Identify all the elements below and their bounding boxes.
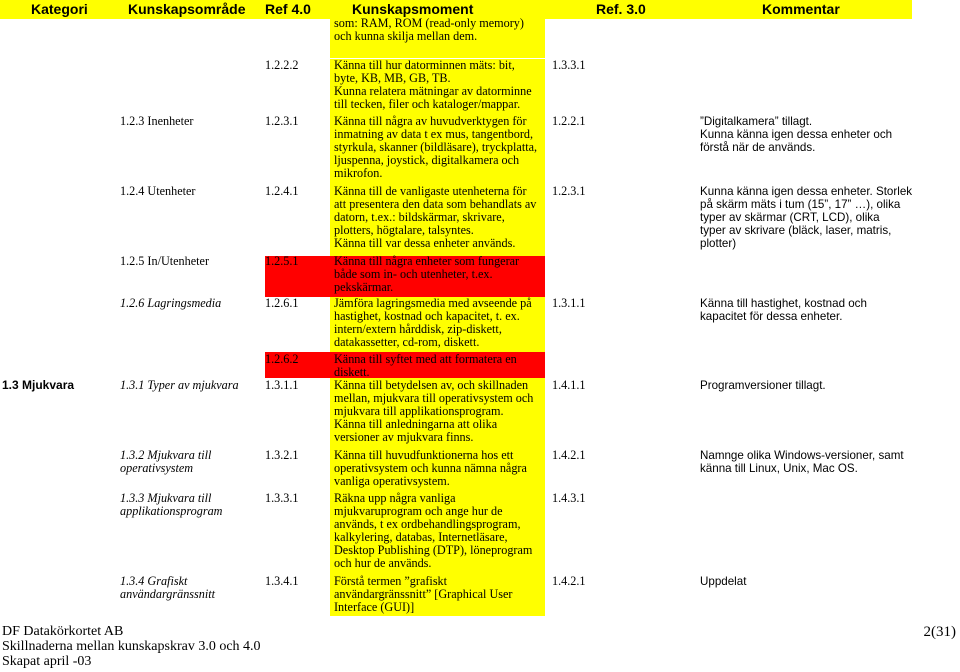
header-kommentar: Kommentar xyxy=(762,1,840,17)
moment-r8: Känna till huvudfunktionerna hos ett operativsystem och kunna nämna några vanliga operativsystem. xyxy=(334,448,527,488)
ref30-r10: 1.4.2.1 xyxy=(552,574,586,588)
comment-r7: Programversioner tillagt. xyxy=(700,379,826,392)
ref40-r7: 1.3.1.1 xyxy=(265,378,299,392)
ref30-r1: 1.3.3.1 xyxy=(552,58,586,72)
footer-subtitle: Skillnaderna mellan kunskapskrav 3.0 och 4.0 xyxy=(2,639,261,654)
header-ref30: Ref. 3.0 xyxy=(596,1,646,17)
ref40-r3: 1.2.4.1 xyxy=(265,184,299,198)
ref40-r8: 1.3.2.1 xyxy=(265,448,299,462)
page-number: 2(31) xyxy=(923,624,956,640)
moment-r1: Känna till hur datorminnen mäts: bit, byte, KB, MB, GB, TB. Kunna relatera mätningar av datorminne till tecken, filer och kataloger/mappar. xyxy=(334,58,532,111)
header-kunskapsomrade: Kunskapsområde xyxy=(128,1,246,17)
ref40-r1: 1.2.2.2 xyxy=(265,58,299,72)
ref40-r2: 1.2.3.1 xyxy=(265,114,299,128)
moment-r10: Förstå termen ”grafiskt användargränssnitt” [Graphical User Interface (GUI)] xyxy=(334,574,513,614)
ref40-r6: 1.2.6.2 xyxy=(265,352,299,366)
ref30-r3: 1.2.3.1 xyxy=(552,184,586,198)
area-r4: 1.2.5 In/Utenheter xyxy=(120,254,210,268)
header-kategori: Kategori xyxy=(31,1,88,17)
ref40-r5: 1.2.6.1 xyxy=(265,296,299,310)
comment-r10: Uppdelat xyxy=(700,575,747,588)
moment-r2: Känna till några av huvudverktygen för inmatning av data t ex mus, tangentbord, styrkula, skanner (bildläsare), tryckplatta, ljuspenna, joystick, digitalkamera och mikrofon. xyxy=(334,114,538,180)
area-r2: 1.2.3 Inenheter xyxy=(120,114,194,128)
comment-r3: Kunna känna igen dessa enheter. Storlek på skärm mäts i tum (15”, 17” …), olika typer av skärmar (CRT, LCD), olika typer av skrivare (bläck, laser, matris, plotter) xyxy=(700,185,913,250)
kategori-r7: 1.3 Mjukvara xyxy=(2,378,75,392)
moment-r3: Känna till de vanligaste utenheterna för att presentera den data som behandlats av datorn, t.ex.: bildskärmar, skrivare, plotters, högtalare, talsyntes. Känna till var dessa enheter används. xyxy=(334,184,537,250)
comment-r2: ”Digitalkamera” tillagt. Kunna känna igen dessa enheter och förstå när de används. xyxy=(700,115,893,154)
ref40-r10: 1.3.4.1 xyxy=(265,574,299,588)
area-r7: 1.3.1 Typer av mjukvara xyxy=(120,378,239,392)
footer-date: Skapat april -03 xyxy=(2,654,92,669)
area-r8: 1.3.2 Mjukvara till operativsystem xyxy=(120,448,212,475)
comment-r5: Känna till hastighet, kostnad och kapacitet för dessa enheter. xyxy=(700,297,867,323)
table-body xyxy=(0,16,960,672)
footer-company: DF Datakörkortet AB xyxy=(2,624,124,639)
ref30-r7: 1.4.1.1 xyxy=(552,378,586,392)
moment-r7: Känna till betydelsen av, och skillnaden mellan, mjukvara till operativsystem och mjukvara till applikationsprogram. Känna till anledningarna att olika versioner av mjukvara finns. xyxy=(334,378,534,444)
ref30-r9: 1.4.3.1 xyxy=(552,491,586,505)
header-ref40: Ref 4.0 xyxy=(265,1,311,17)
moment-r4: Känna till några enheter som fungerar både som in- och utenheter, t.ex. pekskärmar. xyxy=(334,254,520,294)
moment-r0: som: RAM, ROM (read-only memory) och kunna skilja mellan dem. xyxy=(334,16,524,43)
area-r10: 1.3.4 Grafiskt användargränssnitt xyxy=(120,574,216,601)
ref30-r2: 1.2.2.1 xyxy=(552,114,586,128)
ref30-r8: 1.4.2.1 xyxy=(552,448,586,462)
ref30-r5: 1.3.1.1 xyxy=(552,296,586,310)
header-kunskapsmoment: Kunskapsmoment xyxy=(352,1,474,17)
ref40-r9: 1.3.3.1 xyxy=(265,491,299,505)
area-r5: 1.2.6 Lagringsmedia xyxy=(120,296,222,310)
comment-r8: Namnge olika Windows-versioner, samt känna till Linux, Unix, Mac OS. xyxy=(700,449,904,475)
moment-r5: Jämföra lagringsmedia med avseende på hastighet, kostnad och kapacitet, t. ex. intern/extern hårddisk, zip-diskett, datakassetter, cd-rom, diskett. xyxy=(334,296,532,349)
ref40-r4: 1.2.5.1 xyxy=(265,254,299,268)
moment-r9: Räkna upp några vanliga mjukvaruprogram och ange hur de används, t ex ordbehandlingsprogram, kalkylering, databas, Internetläsare, Desktop Publishing (DTP), löneprogram och hur de används. xyxy=(334,491,533,570)
area-r3: 1.2.4 Utenheter xyxy=(120,184,196,198)
area-r9: 1.3.3 Mjukvara till applikationsprogram xyxy=(120,491,223,518)
moment-r6: Känna till syftet med att formatera en diskett. xyxy=(334,352,517,379)
